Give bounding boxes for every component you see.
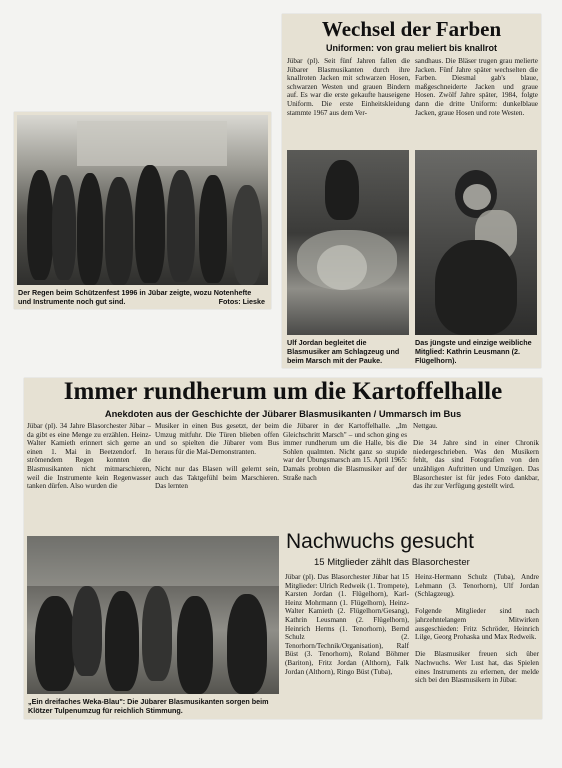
photo-credit: Fotos: Lieske: [218, 297, 265, 306]
photo-caption: Der Regen beim Schützenfest 1996 in Jübar zeigte, wozu Notenhefte und Instrumente noch gut sind.: [18, 288, 252, 306]
clipping-wechsel-der-farben: [282, 14, 541, 368]
article-column-3: die Jübarer in der Kartoffelhalle. „Im Gleichschritt Marsch" – und schon ging es immer rundherum um die Halle, bis die Sohlen qualmten. Nicht ganz so stupide war der Übungsmarsch am 15. April 1965: Damals probten die Blasmusiker auf der Straße nach: [283, 422, 407, 482]
photo-band-in-rain: [17, 115, 268, 285]
clipping-kartoffelhalle: [24, 378, 542, 719]
article-column-1: Jübar (pl). Seit fünf Jahren fallen die Jübarer Blasmusikanten durch ihre knallroten Jacken mit schwarzen Hosen, schwarzen Westen und grauen Bindern auf. Es war die erste gekaufte hauseigene Uniform. Die erste Einheitskleidung stammte 1967 aus dem Ver-: [287, 57, 410, 117]
photo-caption: „Ein dreifaches Weka-Blau": Die Jübarer Blasmusikanten sorgen beim Klötzer Tulpenumzug für reichlich Stimmung.: [28, 697, 269, 715]
clipping-schuetzenfest: [14, 112, 271, 309]
headline: Wechsel der Farben: [321, 17, 502, 41]
photo-caption-flugelhorn: Das jüngste und einzige weibliche Mitglied: Kathrin Leusmann (2. Flügelhorn).: [415, 338, 532, 365]
article-column-1: Jübar (pl). 34 Jahre Blasorchester Jübar – da gibt es eine Menge zu erzählen. Heinz-Walter Kamieth erinnert sich gerne an einen 1. Mai in Beetzendorf. In strömendem Regen konnten die Blasmusikanten nicht mitmarschieren, weil die Instrumente kein Regenwasser tanken dürfen. Also wurden die: [27, 422, 151, 491]
headline: Immer rundherum um die Kartoffelhalle: [63, 378, 503, 405]
article-column-2: Musiker in einen Bus gesetzt, der beim Umzug mitfuhr. Die Türen blieben offen und so spielten die Jübarer vom Bus heraus für die Mai-Demonstranten. Nicht nur das Blasen will gelernt sein, auch das Taktgefühl beim Marschieren. Das lernten: [155, 422, 279, 491]
article-column-4: Nettgau. Die 34 Jahre sind in einer Chronik niedergeschrieben. Was den Musikern fehlt, das sind Fotografien von den unzähligen Auftritten und Umzügen. Das Blasorchester ist für jedes Foto dankbar, das ihr zur Verfügung gestellt wird.: [413, 422, 539, 491]
photo-flugelhorn-player: [415, 150, 537, 335]
subheadline: Anekdoten aus der Geschichte der Jübarer Blasmusikanten / Ummarsch im Bus: [104, 408, 462, 419]
nachwuchs-column-1: Jübar (pl). Das Blasorchester Jübar hat 15 Mitglieder: Ulrich Redweik (1. Trompete), Karsten Jordan (1. Flügelhorn), Karl-Heinz Mohrmann (1. Flügelhorn), Heinz-Walter Kamieth (2. Flügelhorn/Gesang), Kathrin Leusmann (2. Flügelhorn), Heinrich Herms (1. Tenorhorn), Bernd Schulz (2. Tenorhorn/Technik/Organisation), Ralf Büst (3. Tenorhorn), Roland Böhmer (Bariton), Fritz Jordan (Althorn), Falk Jordan (Althorn), Ringo Büst (Tuba),: [285, 573, 409, 676]
nachwuchs-headline: Nachwuchs gesucht: [286, 530, 474, 553]
subheadline: Uniformen: von grau meliert bis knallrot: [325, 43, 498, 53]
photo-tulpenumzug: [27, 536, 279, 694]
nachwuchs-subheadline: 15 Mitglieder zählt das Blasorchester: [314, 557, 470, 568]
nachwuchs-column-2: Heinz-Hermann Schulz (Tuba), Andre Lehmann (3. Tenorhorn), Ulf Jordan (Schlagzeug). Folgende Mitglieder sind nach jahrzehntelangem Mitwirken ausgeschieden: Fritz Schröder, Heinrich Lilge, Georg Prohaska und Max Redweik. Die Blasmusiker freuen sich über Nachwuchs. Wer Lust hat, das Spielen eines Instruments zu erlernen, der melde sich bei den Blasmusikern in Jübar.: [415, 573, 539, 685]
photo-caption-drummer: Ulf Jordan begleitet die Blasmusiker am Schlagzeug und beim Marsch mit der Pauke.: [287, 338, 400, 365]
photo-drummer: [287, 150, 409, 335]
article-column-2: sandhaus. Die Bläser trugen grau melierte Jacken. Fünf Jahre später wechselten die Farben. Diesmal gab's blaue, maßgeschneiderte Jacken und graue Hosen. Zwölf Jahre später, 1984, folgte dann die dritte Uniform: dunkelblaue Jacken, graue Hosen und rote Westen.: [415, 57, 538, 117]
